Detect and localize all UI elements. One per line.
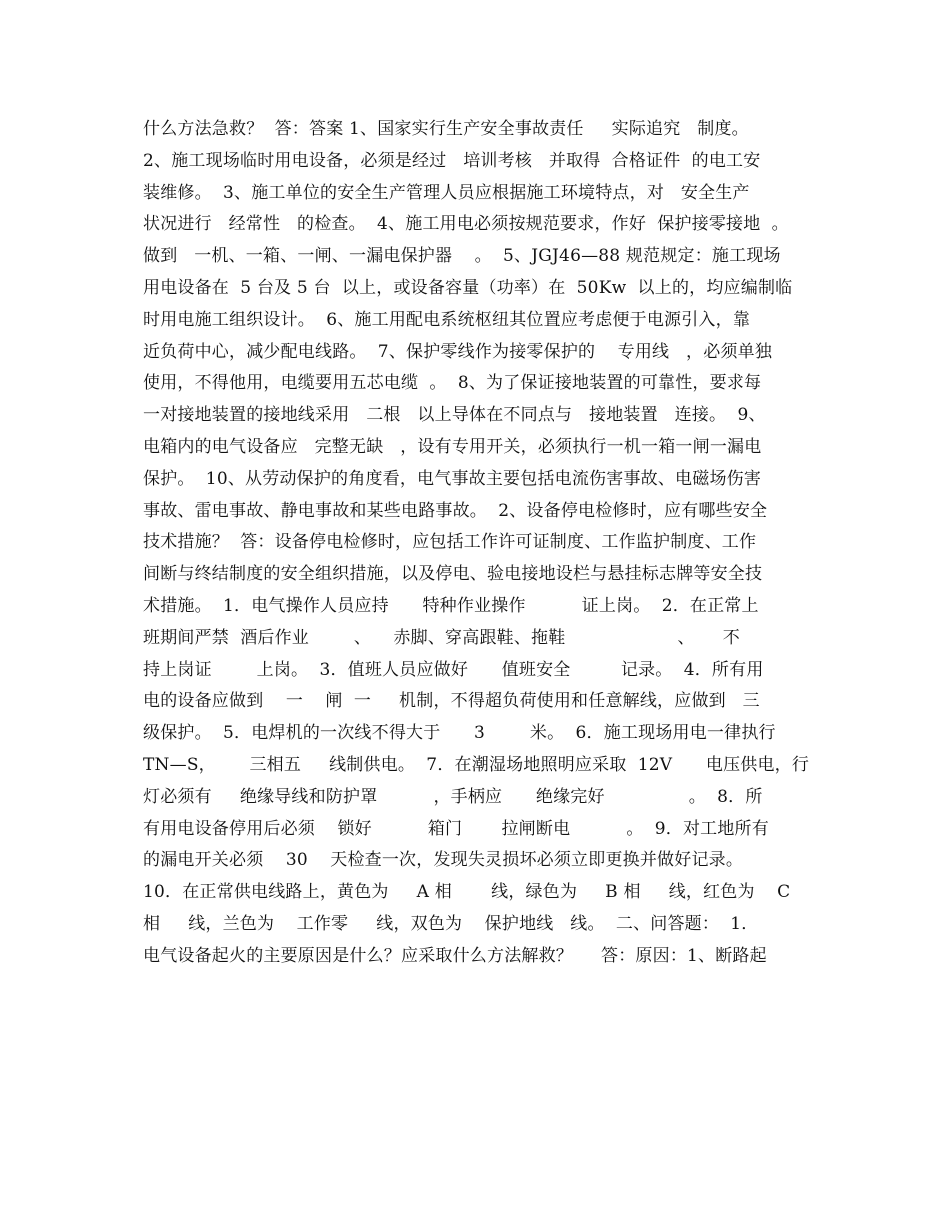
text-line: 间断与终结制度的安全组织措施，以及停电、验电接地设栏与悬挂标志牌等安全技 bbox=[143, 564, 763, 585]
body-text bbox=[143, 114, 823, 973]
text-line: 术措施。 1．电气操作人员应持 特种作业操作 证上岗。 2．在正常上 bbox=[143, 595, 759, 616]
text-line: 2、施工现场临时用电设备，必须是经过 培训考核 并取得 合格证件 的电工安 bbox=[143, 150, 761, 171]
text-line: 做到 一机、一箱、一闸、一漏电保护器 。 5、JGJ46—88 规范规定：施工现场 bbox=[143, 246, 781, 267]
text-line: 灯必须有 绝缘导线和防护罩 ，手柄应 绝缘完好 。 8．所 bbox=[143, 786, 763, 807]
text-line: 使用，不得他用，电缆要用五芯电缆 。 8、为了保证接地装置的可靠性，要求每 bbox=[143, 373, 762, 394]
text-line: 近负荷中心，减少配电线路。 7、保护零线作为接零保护的 专用线 ，必须单独 bbox=[143, 341, 773, 362]
text-line: 保护。 10、从劳动保护的角度看，电气事故主要包括电流伤害事故、电磁场伤害 bbox=[143, 468, 762, 489]
text-line: 电的设备应做到 一 闸 一 机制，不得超负荷使用和任意解线，应做到 三 bbox=[143, 691, 760, 712]
text-line: 级保护。 5．电焊机的一次线不得大于 3 米。 6．施工现场用电一律执行 bbox=[143, 723, 776, 744]
text-line: 装维修。 3、施工单位的安全生产管理人员应根据施工环境特点，对 安全生产 bbox=[143, 182, 750, 203]
text-line: 一对接地装置的接地线采用 二根 以上导体在不同点与 接地装置 连接。 9、 bbox=[143, 405, 766, 426]
text-line: 有用电设备停用后必须 锁好 箱门 拉闸断电 。 9．对工地所有 bbox=[143, 818, 769, 839]
text-line: 什么方法急救？ 答：答案 1、国家实行生产安全事故责任 实际追究 制度。 bbox=[143, 119, 749, 139]
text-line: 相 线，兰色为 工作零 线，双色为 保护地线 线。 二、问答题： 1． bbox=[143, 913, 759, 934]
text-line: 的漏电开关必须 30 天检查一次，发现失灵损坏必须立即更换并做好记录。 bbox=[143, 850, 744, 871]
text-line: 时用电施工组织设计。 6、施工用配电系统枢纽其位置应考虑便于电源引入，靠 bbox=[143, 309, 751, 330]
text-line: 技术措施？ 答：设备停电检修时，应包括工作许可证制度、工作监护制度、工作 bbox=[143, 532, 757, 553]
text-line: 电气设备起火的主要原因是什么？应采取什么方法解救？ 答：原因：1、断路起 bbox=[143, 945, 767, 966]
text-line: 10．在正常供电线路上，黄色为 A 相 线，绿色为 B 相 线，红色为 C bbox=[143, 882, 791, 903]
text-line: 电箱内的电气设备应 完整无缺 ，设有专用开关，必须执行一机一箱一闸一漏电 bbox=[143, 436, 762, 457]
text-line: 状况进行 经常性 的检查。 4、施工用电必须按规范要求，作好 保护接零接地 。 bbox=[143, 214, 789, 235]
text-line: TN—S， 三相五 线制供电。 7．在潮湿场地照明应采取 12V 电压供电，行 bbox=[143, 754, 810, 775]
text-line: 班期间严禁 酒后作业 、 赤脚、穿高跟鞋、拖鞋 、 不 bbox=[143, 627, 740, 648]
text-line: 事故、雷电事故、静电事故和某些电路事故。 2、设备停电检修时，应有哪些安全 bbox=[143, 500, 768, 521]
text-line: 持上岗证 上岗。 3．值班人员应做好 值班安全 记录。 4．所有用 bbox=[143, 659, 764, 680]
text-line: 用电设备在 5 台及 5 台 以上，或设备容量（功率）在 50Kw 以上的，均应编制临 bbox=[143, 277, 793, 298]
